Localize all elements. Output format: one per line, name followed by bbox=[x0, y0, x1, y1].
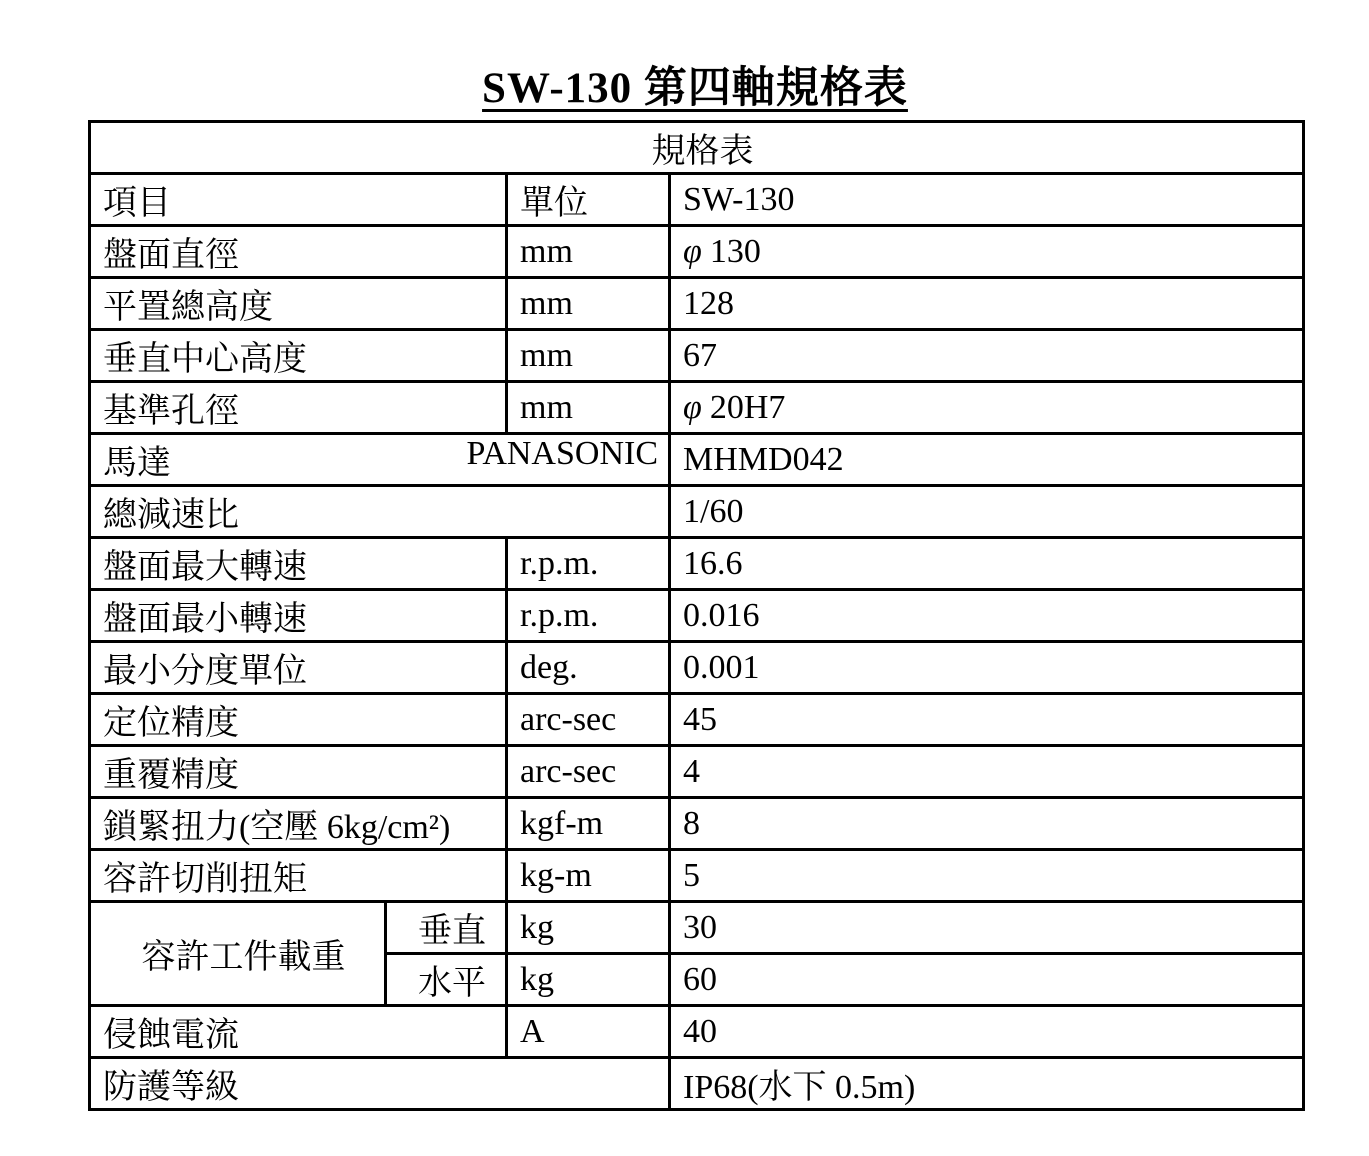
table-row bbox=[90, 382, 1304, 434]
item-text: 馬達 bbox=[103, 445, 171, 482]
value-cell: 16.6 bbox=[670, 538, 1304, 590]
table-header-row bbox=[90, 122, 1304, 174]
table-row bbox=[90, 538, 1304, 590]
item-cell: 垂直中心高度 bbox=[90, 330, 507, 382]
item-cell: 基準孔徑 bbox=[90, 382, 507, 434]
value-cell: 30 bbox=[670, 902, 1304, 954]
item-cell: 最小分度單位 bbox=[90, 642, 507, 694]
item-cell: 重覆精度 bbox=[90, 746, 507, 798]
specification-table bbox=[88, 120, 1305, 1111]
value-text: 130 bbox=[709, 232, 761, 270]
value-cell: 0.001 bbox=[670, 642, 1304, 694]
value-cell: 128 bbox=[670, 278, 1304, 330]
subitem-cell: 垂直 bbox=[386, 902, 507, 954]
value-cell: 67 bbox=[670, 330, 1304, 382]
table-row bbox=[90, 434, 1304, 486]
value-cell: 4 bbox=[670, 746, 1304, 798]
table-header-cell: 規格表 bbox=[90, 122, 1304, 174]
page-title-text: SW-130 第四軸規格表 bbox=[482, 65, 908, 112]
item-cell: 盤面最大轉速 bbox=[90, 538, 507, 590]
item-cell: 項目 bbox=[90, 174, 507, 226]
brand-label: PANASONIC bbox=[466, 435, 658, 472]
value-text: 20H7 bbox=[709, 388, 786, 426]
unit-cell: mm bbox=[507, 330, 670, 382]
phi-symbol: φ bbox=[683, 388, 702, 426]
value-cell: 8 bbox=[670, 798, 1304, 850]
table-row bbox=[90, 746, 1304, 798]
table-row bbox=[90, 174, 1304, 226]
unit-cell: r.p.m. bbox=[507, 590, 670, 642]
table-row bbox=[90, 486, 1304, 538]
value-cell: 0.016 bbox=[670, 590, 1304, 642]
value-cell: IP68(水下 0.5m) bbox=[670, 1058, 1304, 1110]
value-cell: SW-130 bbox=[670, 174, 1304, 226]
subitem-cell: 水平 bbox=[386, 954, 507, 1006]
page-title bbox=[88, 54, 1302, 115]
table-row bbox=[90, 642, 1304, 694]
item-cell: 定位精度 bbox=[90, 694, 507, 746]
value-cell: 1/60 bbox=[670, 486, 1304, 538]
item-cell: 容許切削扭矩 bbox=[90, 850, 507, 902]
unit-cell: deg. bbox=[507, 642, 670, 694]
table-row bbox=[90, 590, 1304, 642]
item-cell: 盤面直徑 bbox=[90, 226, 507, 278]
unit-cell: A bbox=[507, 1006, 670, 1058]
item-cell: 盤面最小轉速 bbox=[90, 590, 507, 642]
table-row bbox=[90, 850, 1304, 902]
item-cell: 鎖緊扭力(空壓 6kg/cm²) bbox=[90, 798, 507, 850]
table-row bbox=[90, 278, 1304, 330]
item-cell: 防護等級 bbox=[90, 1058, 670, 1110]
value-cell: 45 bbox=[670, 694, 1304, 746]
value-cell bbox=[670, 226, 1304, 278]
unit-cell: r.p.m. bbox=[507, 538, 670, 590]
table-row bbox=[90, 330, 1304, 382]
phi-symbol: φ bbox=[683, 232, 702, 270]
unit-cell: kg bbox=[507, 954, 670, 1006]
item-cell: 總減速比 bbox=[90, 486, 670, 538]
unit-cell: 單位 bbox=[507, 174, 670, 226]
unit-cell: kg bbox=[507, 902, 670, 954]
table-row bbox=[90, 1006, 1304, 1058]
value-cell: MHMD042 bbox=[670, 434, 1304, 486]
unit-cell: mm bbox=[507, 278, 670, 330]
table-row bbox=[90, 226, 1304, 278]
table-row bbox=[90, 902, 1304, 954]
unit-cell: mm bbox=[507, 382, 670, 434]
item-cell bbox=[90, 434, 670, 486]
unit-cell: mm bbox=[507, 226, 670, 278]
value-cell bbox=[670, 382, 1304, 434]
value-cell: 40 bbox=[670, 1006, 1304, 1058]
unit-cell: arc-sec bbox=[507, 694, 670, 746]
unit-cell: kg-m bbox=[507, 850, 670, 902]
unit-cell: arc-sec bbox=[507, 746, 670, 798]
value-cell: 5 bbox=[670, 850, 1304, 902]
table-row bbox=[90, 1058, 1304, 1110]
unit-cell: kgf-m bbox=[507, 798, 670, 850]
item-cell: 侵蝕電流 bbox=[90, 1006, 507, 1058]
item-cell: 容許工件載重 bbox=[90, 902, 386, 1006]
table-row bbox=[90, 694, 1304, 746]
value-cell: 60 bbox=[670, 954, 1304, 1006]
table-row bbox=[90, 798, 1304, 850]
item-cell: 平置總高度 bbox=[90, 278, 507, 330]
